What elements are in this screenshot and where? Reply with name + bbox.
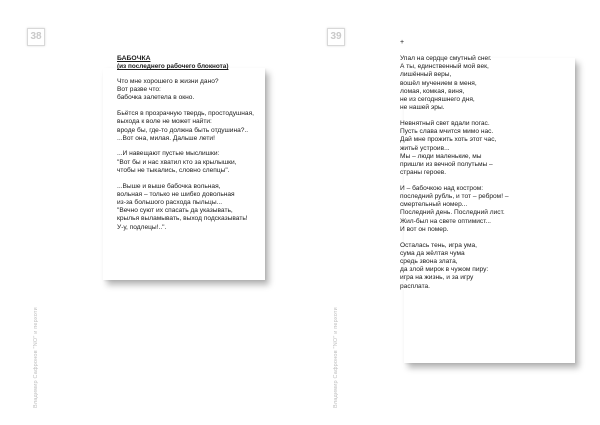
poem-line: Последний день. Последний лист. <box>400 209 505 217</box>
page-number: 39 <box>327 28 345 46</box>
poem-line: вольная – только не шибко довольная <box>117 190 235 198</box>
poem <box>400 39 570 298</box>
poem-line: чтобы не тыкались, словно слепцы". <box>117 166 230 174</box>
poem-line: крылья выламывать, выход подсказывать! <box>117 215 248 223</box>
poem-line: вроде бы, где-то должна быть отдушина?.. <box>117 126 249 134</box>
poem-line: вошёл мучением в меня, <box>400 79 477 87</box>
poem-line: страны героев. <box>400 169 447 177</box>
page-number: 38 <box>27 28 45 46</box>
poem-line: да злой мирок в чужом пиру: <box>400 266 489 274</box>
poem-line: житьё устроив... <box>400 144 450 152</box>
poem-line: бабочка залетела в окно. <box>117 94 195 102</box>
poem-title: БАБОЧКА <box>117 55 151 62</box>
right-page <box>300 0 600 425</box>
poem-line: "Вот бы и нас хватил кто за крылышки, <box>117 158 237 166</box>
poem-line: средь звона злата, <box>400 257 458 265</box>
poem-stanza <box>117 183 267 232</box>
poem-line: Жил-был на свете оптимист... <box>400 217 492 225</box>
poem-line: У-у, подлецы!..". <box>117 223 167 231</box>
poem-line: Осталась тень, игра ума, <box>400 241 477 249</box>
poem-line: И – бабочкою над костром: <box>400 184 484 192</box>
poem-line: пришли из вечной полутьмы – <box>400 160 493 168</box>
poem-line: не нашей эры. <box>400 104 445 112</box>
poem-line: Бьётся в прозрачную твердь, простодушная, <box>117 110 254 118</box>
poem-stanza <box>400 55 570 112</box>
poem-line: ломая, комкая, виня, <box>400 87 465 95</box>
poem-line: ...И навещают пустые мыслишки: <box>117 150 220 158</box>
poem-line: выхода к воле не может найти: <box>117 118 212 126</box>
poem-line: Пусть слава мчится мимо нас. <box>400 128 494 136</box>
poem-stanza <box>117 110 267 143</box>
poem-stanza <box>400 120 570 177</box>
poem-line: ...Вот она, милая. Дальше лети! <box>117 134 215 142</box>
author-side-text: Владимир Сафронов "NO" и перхоти <box>333 307 339 408</box>
poem <box>117 55 267 239</box>
poem-line: Дай мне прожить хоть этот час, <box>400 136 497 144</box>
poem-line: И вот он помер. <box>400 225 449 233</box>
poem-line: Упал на сердце смутный снег. <box>400 55 492 62</box>
poem-line: Что мне хорошего в жизни дано? <box>117 78 219 85</box>
poem-line: из-за большого расхода пыльцы... <box>117 198 223 206</box>
poem-line: Вот разве что: <box>117 86 161 94</box>
poem-line: сума да жёлтая чума <box>400 249 465 257</box>
poem-line: Мы – люди маленькие, мы <box>400 152 482 160</box>
poem-line: А ты, единственный мой век, <box>400 63 489 71</box>
poem-mark: + <box>400 39 405 46</box>
poem-line: лишённый веры, <box>400 71 452 79</box>
poem-stanza <box>400 242 570 291</box>
poem-subtitle: (из последнего рабочего блокнота) <box>117 63 229 70</box>
poem-stanza <box>117 150 267 175</box>
poem-line: Невнятный свет вдали погас. <box>400 119 490 127</box>
poem-line: последний рубль, и тот – ребром! – <box>400 193 509 201</box>
poem-line: расплата. <box>400 282 431 290</box>
poem-line: игра на жизнь, и за игру <box>400 274 474 282</box>
poem-line: ...Выше и выше бабочка вольная, <box>117 182 221 190</box>
poem-line: "Вечно суют их спасать да указывать, <box>117 207 233 215</box>
poem-line: смертельный номер... <box>400 201 468 209</box>
poem-line: не из сегодняшнего дня, <box>400 96 475 104</box>
author-side-text: Владимир Сафронов "NO" и перхоти <box>33 307 39 408</box>
poem-stanza <box>400 185 570 234</box>
poem-stanza <box>117 78 267 103</box>
